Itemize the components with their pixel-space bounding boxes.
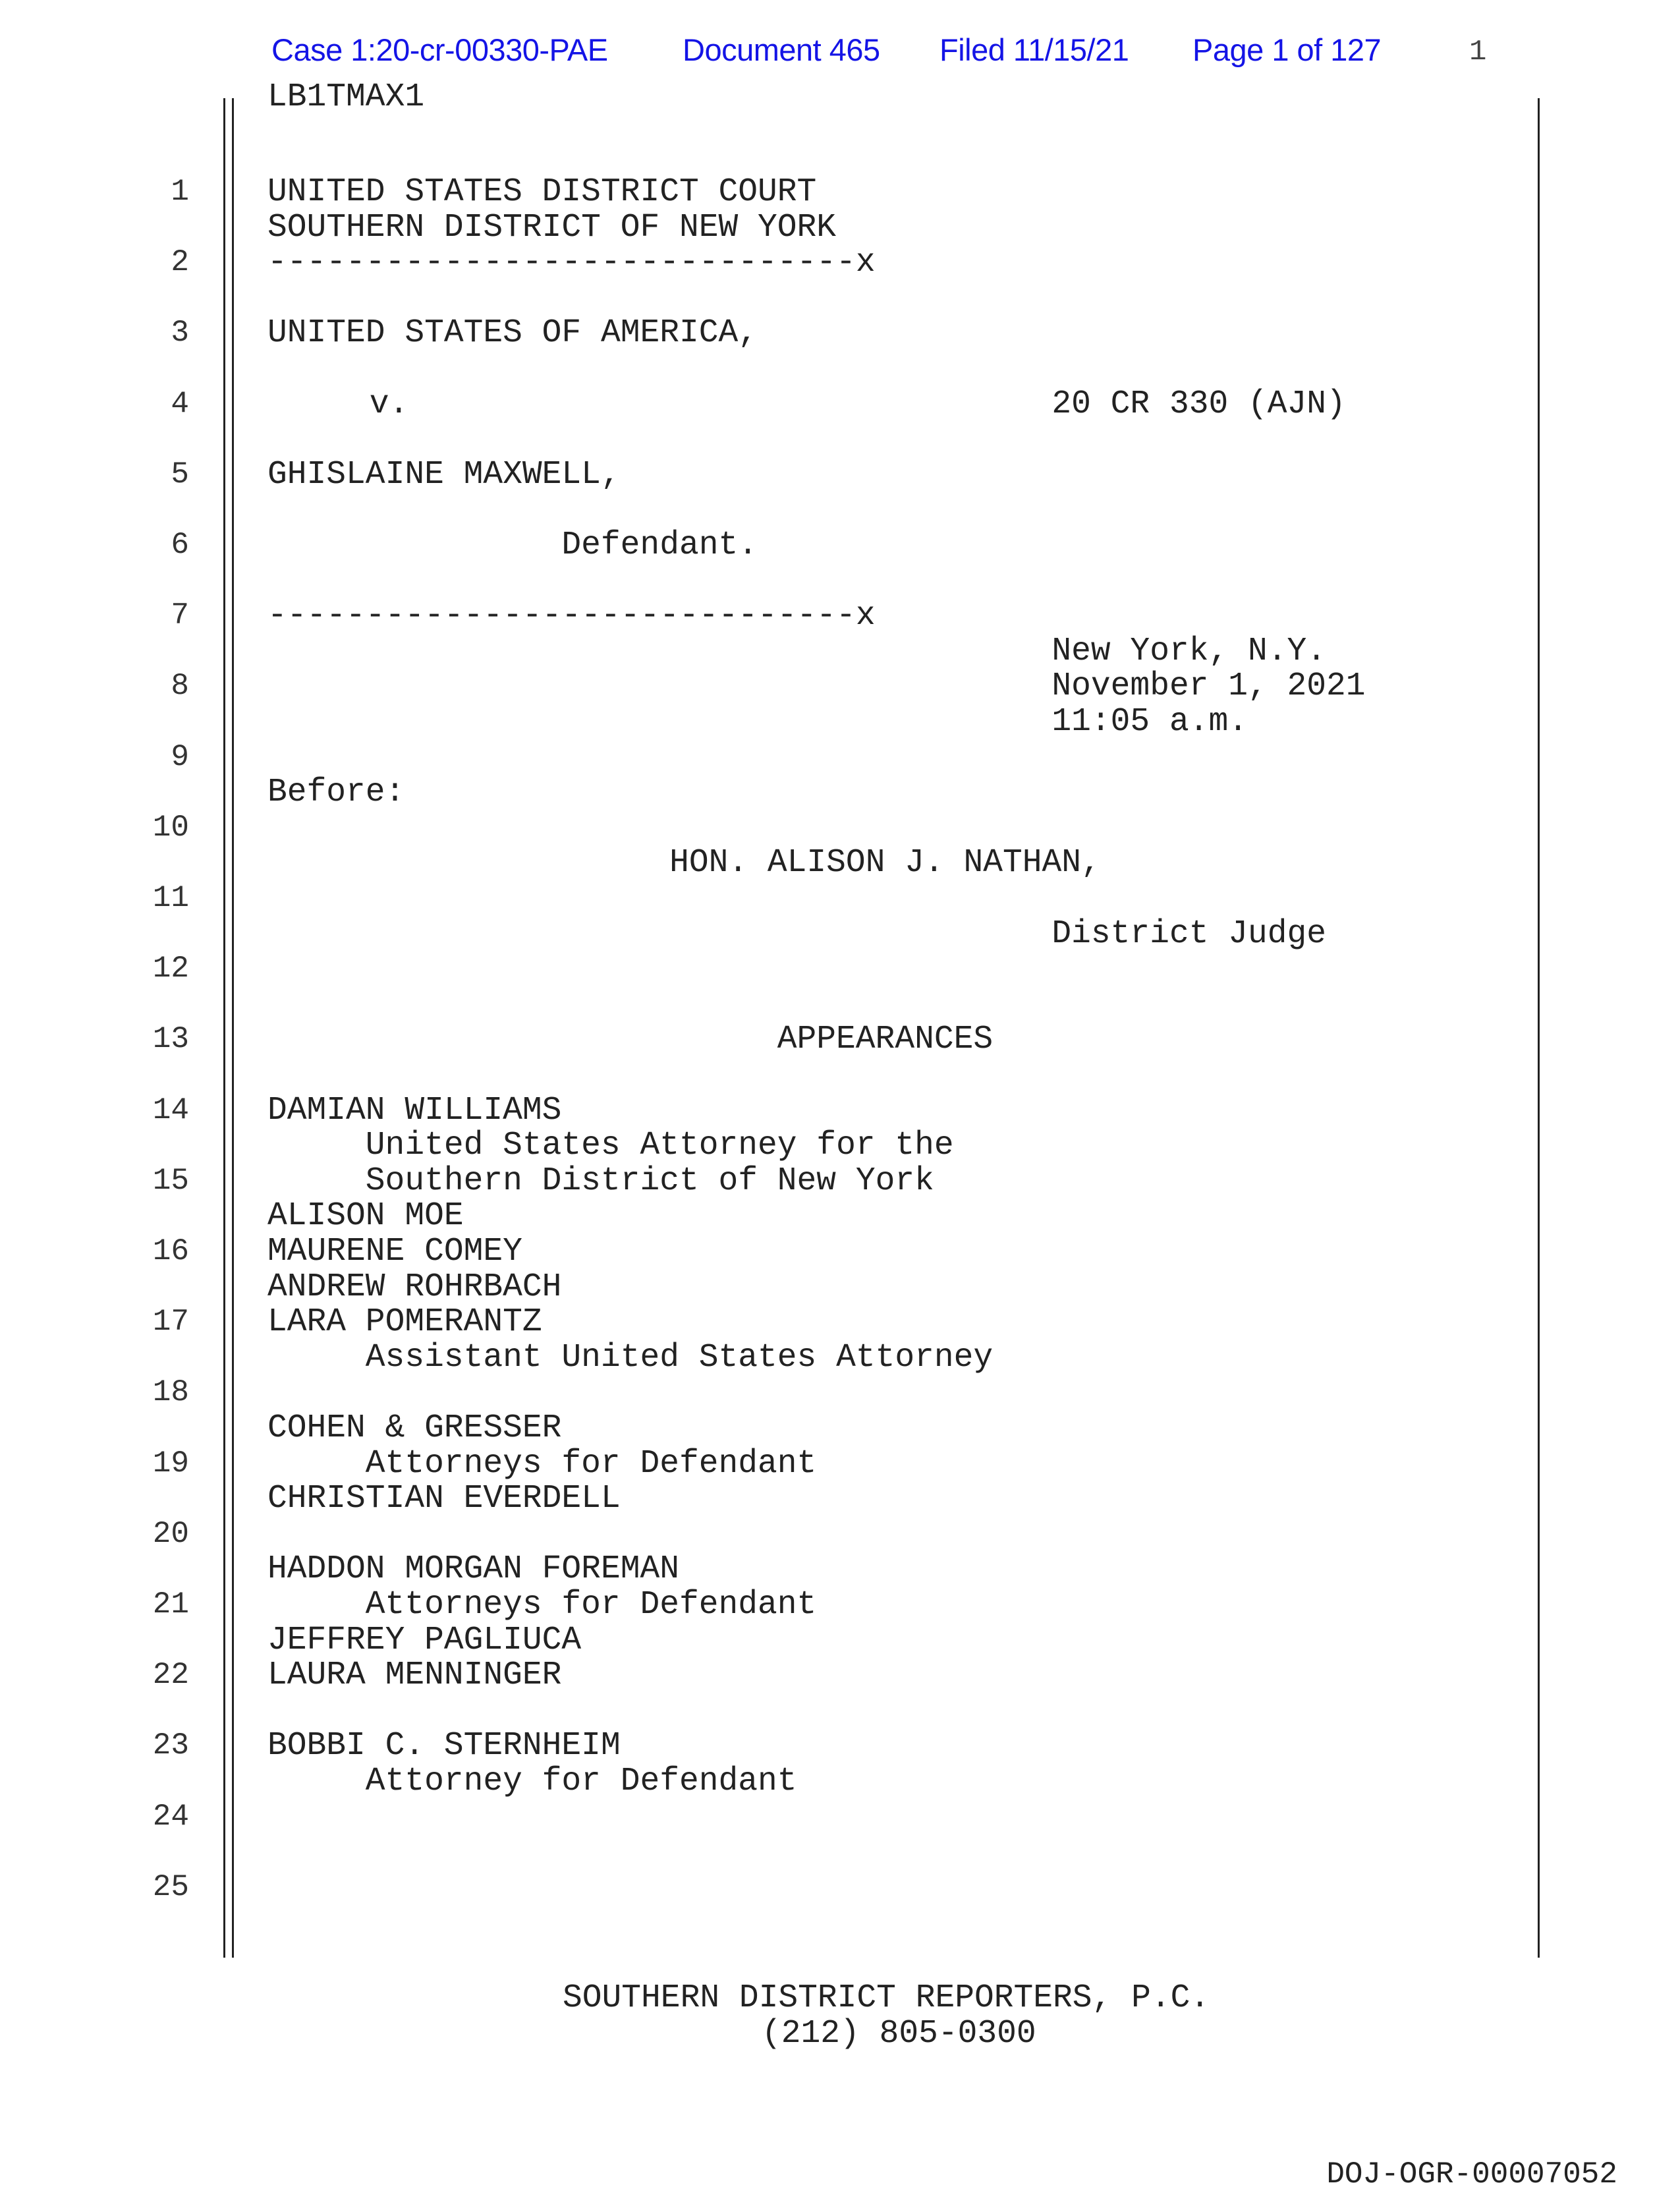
transcript-line: 11:05 a.m. [1051, 703, 1248, 740]
transcript-line: JEFFREY PAGLIUCA [267, 1621, 582, 1659]
transcript-line: HON. ALISON J. NATHAN, [669, 844, 1101, 882]
line-number: 9 [171, 739, 189, 774]
transcript-line: Attorneys for Defendant [365, 1444, 817, 1482]
transcript-line: United States Attorney for the [365, 1127, 954, 1164]
transcript-line: BOBBI C. STERNHEIM [267, 1727, 621, 1765]
transcript-line: November 1, 2021 [1051, 667, 1366, 705]
line-number: 12 [152, 951, 189, 986]
line-number: 24 [152, 1799, 189, 1834]
line-number: 14 [152, 1092, 189, 1127]
transcript-line: Attorneys for Defendant [365, 1586, 817, 1623]
line-number: 13 [152, 1022, 189, 1057]
line-number: 23 [152, 1728, 189, 1763]
line-number: 20 [152, 1516, 189, 1551]
line-number: 4 [171, 386, 189, 421]
line-number: 3 [171, 316, 189, 351]
line-number: 8 [171, 669, 189, 704]
line-number: 7 [171, 598, 189, 633]
transcript-line: GHISLAINE MAXWELL, [267, 455, 621, 493]
right-margin-rule [1538, 98, 1540, 1958]
line-number: 25 [152, 1869, 189, 1904]
transcript-line: COHEN & GRESSER [267, 1409, 562, 1446]
transcript-line: DAMIAN WILLIAMS [267, 1091, 562, 1129]
transcript-line: Before: [267, 774, 405, 811]
transcript-line: ANDREW ROHRBACH [267, 1268, 562, 1305]
transcript-line: v. [369, 385, 409, 422]
transcript-line: MAURENE COMEY [267, 1233, 522, 1270]
left-margin-rule-inner [232, 98, 234, 1958]
transcript-line: 20 CR 330 (AJN) [1051, 385, 1346, 422]
line-number: 16 [152, 1234, 189, 1268]
line-number: 2 [171, 245, 189, 280]
reporter-name: SOUTHERN DISTRICT REPORTERS, P.C. [563, 1979, 1210, 2016]
page-number: 1 [1469, 36, 1487, 69]
transcript-line: New York, N.Y. [1051, 632, 1327, 669]
transcript-line: Attorney for Defendant [365, 1763, 797, 1800]
transcript-line: LARA POMERANTZ [267, 1303, 542, 1341]
case-number: Case 1:20-cr-00330-PAE [271, 32, 608, 67]
transcript-line: APPEARANCES [777, 1021, 994, 1058]
transcript-line: ALISON MOE [267, 1197, 464, 1235]
transcript-line: Assistant United States Attorney [365, 1338, 994, 1376]
transcript-line: ------------------------------x [267, 597, 876, 635]
transcript-line: ------------------------------x [267, 244, 876, 281]
line-number: 21 [152, 1587, 189, 1622]
transcript-line: District Judge [1051, 915, 1327, 952]
line-number: 6 [171, 528, 189, 562]
transcript-line: Defendant. [561, 526, 758, 563]
line-number: 1 [171, 175, 189, 209]
transcript-line: HADDON MORGAN FOREMAN [267, 1550, 679, 1588]
bates-number: DOJ-OGR-00007052 [1326, 2157, 1617, 2192]
line-number: 22 [152, 1658, 189, 1693]
transcript-line: SOUTHERN DISTRICT OF NEW YORK [267, 208, 837, 246]
line-number: 17 [152, 1305, 189, 1340]
transcript-line: CHRISTIAN EVERDELL [267, 1480, 621, 1517]
transcript-line: UNITED STATES DISTRICT COURT [267, 173, 817, 210]
reporter-phone: (212) 805-0300 [762, 2015, 1036, 2052]
transcript-line: LAURA MENNINGER [267, 1657, 562, 1694]
transcript-line: Southern District of New York [365, 1162, 934, 1199]
line-number: 11 [152, 881, 189, 915]
line-number: 18 [152, 1375, 189, 1410]
document-number: Document 465 [683, 32, 880, 67]
line-number: 15 [152, 1163, 189, 1198]
page-of-total: Page 1 of 127 [1192, 32, 1382, 67]
line-number: 19 [152, 1446, 189, 1481]
transcript-line: UNITED STATES OF AMERICA, [267, 314, 758, 352]
line-number: 5 [171, 457, 189, 492]
transcript-id: LB1TMAX1 [267, 78, 425, 115]
filed-date: Filed 11/15/21 [939, 32, 1129, 67]
line-number: 10 [152, 810, 189, 845]
left-margin-rule-outer [223, 98, 225, 1958]
